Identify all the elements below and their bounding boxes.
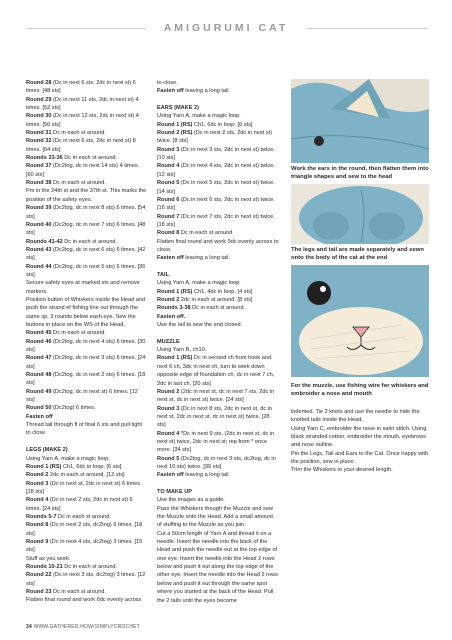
paragraph — [157, 196, 279, 213]
paragraph — [26, 388, 148, 405]
text-run: Using Yarn C, embroider the nose in satin stitch. Using black stranded cotton, embroider the mouth, eyebrows and nose outline. — [291, 425, 427, 449]
text-run: 2dc in each st around. [12 sts] — [48, 472, 125, 479]
text-run: Using Yarn A, make a magic loop. — [26, 455, 110, 462]
bold-run: Rounds 41-42 — [26, 238, 63, 245]
page-header — [0, 0, 452, 60]
page-number: 34 — [26, 624, 32, 630]
paragraph — [26, 137, 148, 154]
paragraph — [157, 279, 279, 287]
text-run: Flatten final round and work 6dc evenly across — [26, 597, 142, 604]
paragraph — [157, 129, 279, 146]
text-run: (Dc in next 2 sts, 2dc in next st) 6 times. [24 sts] — [26, 497, 133, 512]
paragraph — [26, 129, 148, 137]
photo-ear — [291, 79, 429, 163]
photo-body — [291, 184, 429, 244]
paragraph — [157, 488, 279, 496]
paragraph — [26, 446, 148, 454]
paragraph — [157, 229, 279, 237]
bold-run: Round 4 — [157, 163, 180, 170]
text-run: Dc in each st around. — [51, 330, 106, 337]
bold-run: Rounds 33-36 — [26, 155, 63, 162]
paragraph — [157, 112, 279, 120]
bold-run: Round 4 — [157, 430, 180, 437]
paragraph — [26, 204, 148, 221]
paragraph — [26, 112, 148, 129]
bold-run: Round 45 — [26, 330, 52, 337]
subheading: TO MAKE UP — [157, 489, 193, 496]
bold-run: Round 29 — [26, 96, 52, 103]
bold-run: Round 1 (RS) — [26, 463, 62, 470]
text-run: (Dc2tog, dc in next 3 sts) 6 times. [24 sts] — [26, 355, 146, 370]
paragraph — [291, 450, 429, 467]
bold-run: Round 44 — [26, 263, 52, 270]
text-run: Cut a 50cm length of Yarn A and thread it on a needle. Insert the needle into the back of the Head and push the needle out at the top edge of one eye. Insert the needle into the Head 2 rows below and push it out along the top edge of the other eye. Insert the needle into the Head 2 rows below and push it out through the same spot where you started at the back of the Head. Pull the 2 tails until the eyes become — [157, 530, 278, 604]
text-run: Dc in each st around. — [51, 589, 106, 596]
text-run: (Dc2tog, dc in next 6 sts) 6 times. [42 sts] — [26, 246, 146, 262]
bold-run: Round 46 — [26, 338, 52, 345]
subheading: EARS (MAKE 2) — [157, 105, 199, 112]
text-run: leaving a long tail. — [183, 255, 231, 262]
text-run: Dc in each st around. — [51, 130, 106, 137]
paragraph — [26, 463, 148, 471]
paragraph — [157, 405, 279, 430]
paragraph — [157, 288, 279, 296]
text-run: Ch1, 4dc in loop. [4 sts] — [192, 288, 253, 295]
bold-run: Round 2 — [26, 472, 49, 479]
paragraph — [157, 304, 279, 312]
paragraph — [26, 221, 148, 238]
bold-run: Fasten off — [157, 88, 184, 95]
bold-run: Rounds 5-7 — [26, 513, 57, 520]
bold-run: Fasten off — [157, 255, 184, 262]
bold-run: Round 28 — [26, 80, 52, 86]
caption-body: The legs and tail are made separately and sewn onto the body of the cat at the end — [291, 247, 424, 261]
paragraph — [26, 154, 148, 162]
paragraph — [157, 354, 279, 387]
text-run: (Dc2tog) 6 times. — [51, 405, 96, 412]
text-run: Dc in each st around. — [62, 563, 118, 570]
paragraph — [26, 246, 148, 263]
bold-run: Round 38 — [26, 180, 52, 187]
paragraph — [157, 146, 279, 163]
text-run: Pass the Whiskers though the Muzzle and sew the Muzzle onto the Head. Add a small amount of stuffing to the Muzzle as you join. — [157, 505, 273, 529]
bold-run: Round 2 (RS) — [157, 130, 193, 137]
bold-run: Round 48 — [26, 372, 52, 379]
text-run: Use the images as a guide. — [157, 497, 225, 504]
text-run: (Dc in next 6 sts, 2dc in next st) 8 times. [64 sts] — [26, 138, 136, 153]
paragraph — [157, 79, 279, 87]
paragraph — [26, 588, 148, 596]
paragraph — [26, 404, 148, 412]
text-run: Using Yarn A, make a magic loop. — [157, 113, 241, 120]
paragraph — [26, 296, 148, 329]
text-column-1 — [26, 79, 148, 605]
text-run: leaving a long tail. — [183, 88, 231, 95]
paragraph — [26, 571, 148, 588]
paragraph — [157, 430, 279, 455]
text-run: (Dc2tog, dc in next 7 sts) 6 times. [48 sts] — [26, 221, 146, 237]
text-run: Use the tail to sew the end closed. — [157, 322, 243, 329]
paragraph — [26, 279, 148, 296]
paragraph — [26, 354, 148, 371]
bold-run: Fasten off. — [157, 313, 186, 320]
text-run: *Dc in next 9 sts, (2dc in next st, dc in next st) twice, 2dc in next st; rep from * once more. [34 sts] — [157, 430, 275, 454]
bold-run: Round 50 — [26, 405, 52, 412]
bold-run: Round 31 — [26, 130, 52, 137]
paragraph — [26, 179, 148, 187]
bold-run: Round 1 (RS) — [157, 121, 193, 128]
paragraph — [26, 187, 148, 204]
text-run: (Dc2tog, dc in next 2 sts) 6 times. [18 sts] — [26, 372, 146, 387]
paragraph — [157, 338, 279, 346]
paragraph — [26, 162, 148, 179]
text-run: (Dc2tog, dc in next 8 sts) 6 times. [54 sts] — [26, 205, 146, 220]
text-run: Pm in the 24th st and the 37th st. This marks the position of the safety eyes. — [26, 188, 147, 203]
text-run: (Dc in next 4 sts, dc2tog) 3 times. [15 sts] — [26, 538, 143, 554]
text-run: leaving a long tail. — [183, 472, 231, 479]
paragraph — [157, 496, 279, 504]
text-run: Secure safety eyes at marked sts and remove markers. — [26, 280, 140, 295]
text-run: (Dc2tog, dc in next 14 sts) 4 times. [60 sts] — [26, 163, 140, 178]
paragraph — [157, 179, 279, 196]
text-run: (Dc in next 3 sts, 2dc in next st) twice. [10 sts] — [157, 146, 275, 162]
paragraph — [26, 480, 148, 497]
text-run: Ch1, 6dc in loop. [6 sts] — [192, 121, 253, 128]
text-run: Flatten final round and work 9dc evenly across to close. — [157, 238, 279, 253]
paragraph — [157, 313, 279, 321]
bold-run: Round 43 — [26, 246, 52, 253]
bold-run: Rounds 3-38 — [157, 305, 191, 312]
text-column-3 — [291, 408, 429, 475]
paragraph — [291, 425, 429, 450]
bold-run: Round 2 — [157, 297, 180, 304]
paragraph — [26, 555, 148, 563]
bold-run: Round 8 — [26, 522, 49, 529]
paragraph — [157, 388, 279, 405]
text-run: (Dc in next 6 sts, 2dc in next st) twice. [16 sts] — [157, 196, 275, 212]
text-run: Dc in each st around. — [62, 155, 118, 162]
text-run: Dc in second ch from hook and next 6 ch, 3dc in next ch, turn to work down opposite edge of foundation ch, dc in next 7 ch, 2dc in last ch. [20 sts] — [157, 355, 275, 387]
page-footer — [26, 624, 140, 630]
paragraph — [291, 466, 429, 474]
text-run: indented. Tie 2 knots and use the needle to hide the knotted tails inside the Head. — [291, 409, 420, 424]
text-run: 2dc in each st around. [8 sts] — [179, 297, 253, 304]
text-run: (Dc in next 3 sts, dc2tog) 3 times. [12 sts] — [26, 572, 146, 587]
text-run: (Dc in next st, 2dc in next st) 6 times. [18 sts] — [26, 480, 142, 495]
text-run: to close. — [157, 80, 178, 86]
text-run: (Dc in next 4 sts, 2dc in next st) twice. [12 sts] — [157, 163, 275, 178]
subheading: MUZZLE — [157, 338, 180, 345]
text-run: Dc in each st around. — [51, 180, 106, 187]
text-run: Dc in each st around. — [62, 238, 118, 245]
paragraph — [157, 346, 279, 354]
text-run: (Dc2tog, dc in next 5 sts) 6 times. [36 sts] — [26, 263, 146, 278]
paragraph — [26, 513, 148, 521]
paragraph — [157, 321, 279, 329]
paragraph — [157, 296, 279, 304]
text-run: (Dc in next 6 sts, 2dc in next st) 6 times. [48 sts] — [26, 80, 136, 95]
text-run: Dc in each st around. — [179, 230, 234, 237]
bold-run: Fasten off — [26, 413, 53, 420]
paragraph — [26, 79, 148, 96]
paragraph — [26, 329, 148, 337]
bold-run: Round 37 — [26, 163, 52, 170]
bold-run: Round 4 — [26, 497, 49, 504]
text-run: Using Yarn A, make a magic loop. — [157, 280, 241, 287]
subheading: LEGS (MAKE 2) — [26, 447, 68, 454]
text-run: (2dc in next st, dc in next 7 sts, 2dc in next st, dc in next st) twice. [24 sts] — [157, 388, 275, 404]
paragraph — [157, 162, 279, 179]
paragraph — [26, 421, 148, 438]
bold-run: Round 32 — [26, 138, 52, 145]
paragraph — [26, 338, 148, 355]
paragraph — [157, 104, 279, 112]
paragraph — [157, 271, 279, 279]
paragraph — [26, 521, 148, 538]
section-title: AMIGURUMI CAT — [163, 22, 289, 34]
bold-run: Round 7 — [157, 213, 180, 220]
bold-run: Round 8 — [157, 230, 180, 237]
text-run: (Dc in next 11 sts, 2dc in next st) 4 times. [52 sts] — [26, 96, 139, 112]
paragraph — [291, 408, 429, 425]
text-run: (Dc2tog, dc in next 3 sts, dc2tog, dc in next 10 sts) twice. [30 sts] — [157, 455, 276, 470]
caption-ear: Work the ears in the round, then flatten them into triangle shapes and sew to the head — [291, 166, 429, 180]
paragraph — [157, 121, 279, 129]
bold-run: Rounds 10-21 — [26, 563, 63, 570]
subheading: TAIL — [157, 272, 170, 278]
bold-run: Fasten off — [157, 472, 184, 479]
photo-face — [291, 265, 429, 377]
text-run: Trim the Whiskers to your desired length. — [291, 467, 393, 474]
paragraph — [26, 596, 148, 604]
text-run: Dc in each st around. — [56, 513, 111, 520]
text-run: (Dc in next 8 sts, 2dc in next st, dc in next st, 2dc in next st, dc in next st) twice. [28 sts] — [157, 405, 273, 429]
text-run: (Dc2tog, dc in next 4 sts) 6 times. [30 sts] — [26, 338, 146, 353]
paragraph — [157, 254, 279, 262]
paragraph — [26, 496, 148, 513]
text-run: (Dc in next 2 sts, dc2tog) 6 times. [18 sts] — [26, 522, 143, 537]
text-run: Thread tail through fl of final 6 sts and pull tight to close. — [26, 422, 142, 437]
bold-run: Round 6 — [157, 196, 180, 203]
paragraph — [26, 263, 148, 280]
bold-run: Round 5 — [157, 455, 180, 462]
paragraph — [26, 538, 148, 555]
text-run: (Dc in next 7 sts, 2dc in next st) twice. [18 sts] — [157, 213, 275, 228]
header-rule-right — [306, 28, 428, 29]
bold-run: Round 47 — [26, 355, 52, 362]
text-run: (Dc in next 12 sts, 2dc in next st) 4 times. [56 sts] — [26, 113, 139, 128]
paragraph — [26, 563, 148, 571]
paragraph — [157, 471, 279, 479]
paragraph — [157, 505, 279, 530]
paragraph — [26, 238, 148, 246]
bold-run: Round 2 — [157, 388, 180, 395]
paragraph — [157, 455, 279, 472]
text-run: (Dc in next 2 sts, 2dc in next st) twice. [8 sts] — [157, 130, 273, 145]
bold-run: Round 40 — [26, 221, 52, 228]
bold-run: Round 3 — [157, 405, 180, 412]
bold-run: Round 22 — [26, 572, 52, 579]
site-url: WWW.GATHERED.HOW/SIMPLYCROCHET — [33, 624, 140, 630]
paragraph — [157, 213, 279, 230]
bold-run: Round 49 — [26, 388, 52, 395]
paragraph — [26, 455, 148, 463]
text-run: Dc in each st around. — [190, 305, 245, 312]
paragraph — [157, 238, 279, 255]
text-run: Stuff as you work. — [26, 555, 71, 562]
text-run: Position button of Whiskers inside the Head and push the strand of fishing line out through the same sp, 3 rounds below each eye. Sew the buttons in place on the WS of the Head. — [26, 296, 146, 328]
text-run: Pin the Legs, Tail and Ears to the Cat. Once happy with the position, sew in place. — [291, 450, 429, 466]
paragraph — [26, 96, 148, 113]
bold-run: Round 3 — [157, 146, 180, 153]
paragraph — [26, 413, 148, 421]
bold-run: Round 5 — [157, 180, 180, 187]
bold-run: Round 1 (RS) — [157, 355, 193, 362]
text-run: Using Yarn B, ch10. — [157, 347, 207, 354]
paragraph — [26, 471, 148, 479]
text-column-2 — [157, 79, 279, 605]
bold-run: Round 23 — [26, 589, 52, 596]
paragraph — [26, 371, 148, 388]
text-run: (Dc2tog, dc in next st) 6 times. [12 sts] — [26, 388, 138, 404]
bold-run: Round 39 — [26, 205, 52, 212]
paragraph — [157, 530, 279, 605]
text-run: Ch1, 6dc in loop. [6 sts] — [61, 463, 122, 470]
caption-face: For the muzzle, use fishing wire for whiskers and embroider a nose and mouth — [291, 383, 429, 397]
bold-run: Round 30 — [26, 113, 52, 120]
bold-run: Round 9 — [26, 538, 49, 545]
text-run: (Dc in next 5 sts, 2dc in next st) twice. [14 sts] — [157, 180, 275, 195]
paragraph — [157, 87, 279, 95]
bold-run: Round 1 (RS) — [157, 288, 193, 295]
bold-run: Round 3 — [26, 480, 49, 487]
